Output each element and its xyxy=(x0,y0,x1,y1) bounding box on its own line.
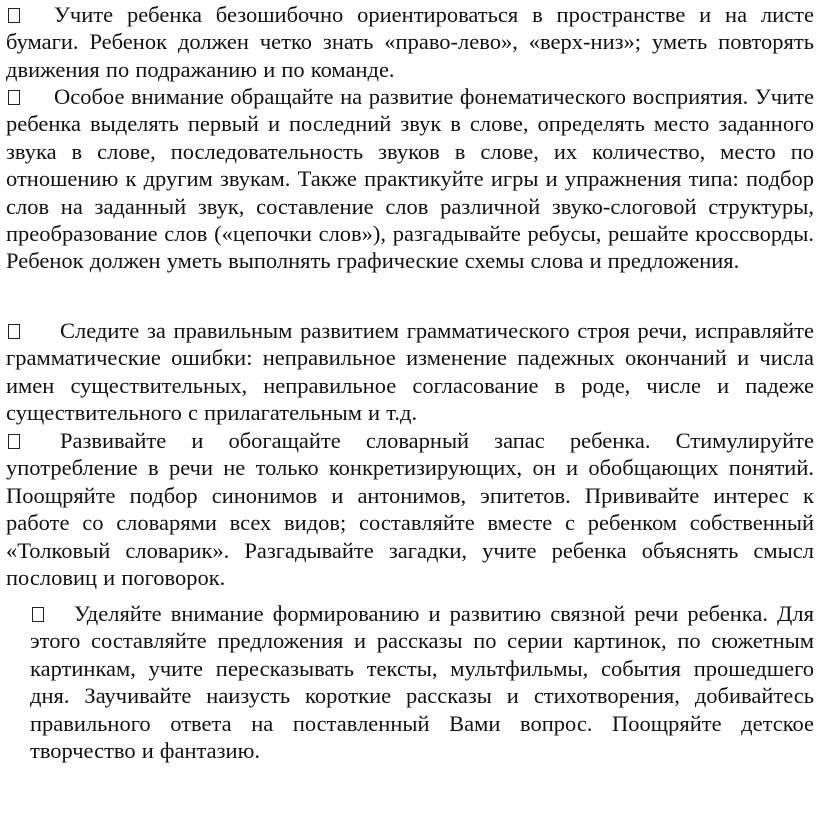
recommendation-text-5: Уделяйте внимание формированию и развитию связной речи ребенка. Для этого составляйте предложения и рассказы по серии картинок, по сюжетным картинкам, учите пересказывать тексты, мультфильмы, события прошедшего дня. Заучивайте наизусть короткие рассказы и стихотворения, добивайтесь правильного ответа на поставленный Вами вопрос. Поощряйте детское творчество и фантазию. xyxy=(30,601,814,764)
empty-box-icon xyxy=(8,434,20,449)
recommendation-paragraph-2 xyxy=(6,83,814,275)
empty-box-icon xyxy=(32,607,44,622)
empty-box-icon xyxy=(8,90,20,105)
recommendation-paragraph-3 xyxy=(6,317,814,427)
recommendation-text-3: Следите за правильным развитием грамматического строя речи, исправляйте грамматические ошибки: неправильное изменение падежных окончаний и числа имен существительных, неправильное согласование в роде, числе и падеже существительного с прилагательным и т.д. xyxy=(6,318,814,426)
empty-box-icon xyxy=(8,324,20,339)
recommendation-paragraph-1 xyxy=(6,1,814,83)
recommendation-paragraph-5 xyxy=(30,600,814,764)
recommendation-text-1: Учите ребенка безошибочно ориентироваться в пространстве и на листе бумаги. Ребенок должен четко знать «право-лево», «верх-низ»; уметь повторять движения по подражанию и по команде. xyxy=(6,2,814,82)
empty-box-icon xyxy=(8,8,20,23)
recommendation-text-4: Развивайте и обогащайте словарный запас ребенка. Стимулируйте употребление в речи не только конкретизирующих, он и обобщающих понятий. Поощряйте подбор синонимов и антонимов, эпитетов. Прививайте интерес к работе со словарями всех видов; составляйте вместе с ребенком собственный «Толковый словарик». Разгадывайте загадки, учите ребенка объяснять смысл пословиц и поговорок. xyxy=(6,428,814,591)
recommendation-text-2: Особое внимание обращайте на развитие фонематического восприятия. Учите ребенка выделять первый и последний звук в слове, определять место заданного звука в слове, последовательность звуков в слове, их количество, место по отношению к другим звукам. Также практикуйте игры и упражнения типа: подбор слов на заданный звук, составление слов различной звуко-слоговой структуры, преобразование слов («цепочки слов»), разгадывайте ребусы, решайте кроссворды. Ребенок должен уметь выполнять графические схемы слова и предложения. xyxy=(6,84,814,274)
recommendation-paragraph-4 xyxy=(6,427,814,591)
